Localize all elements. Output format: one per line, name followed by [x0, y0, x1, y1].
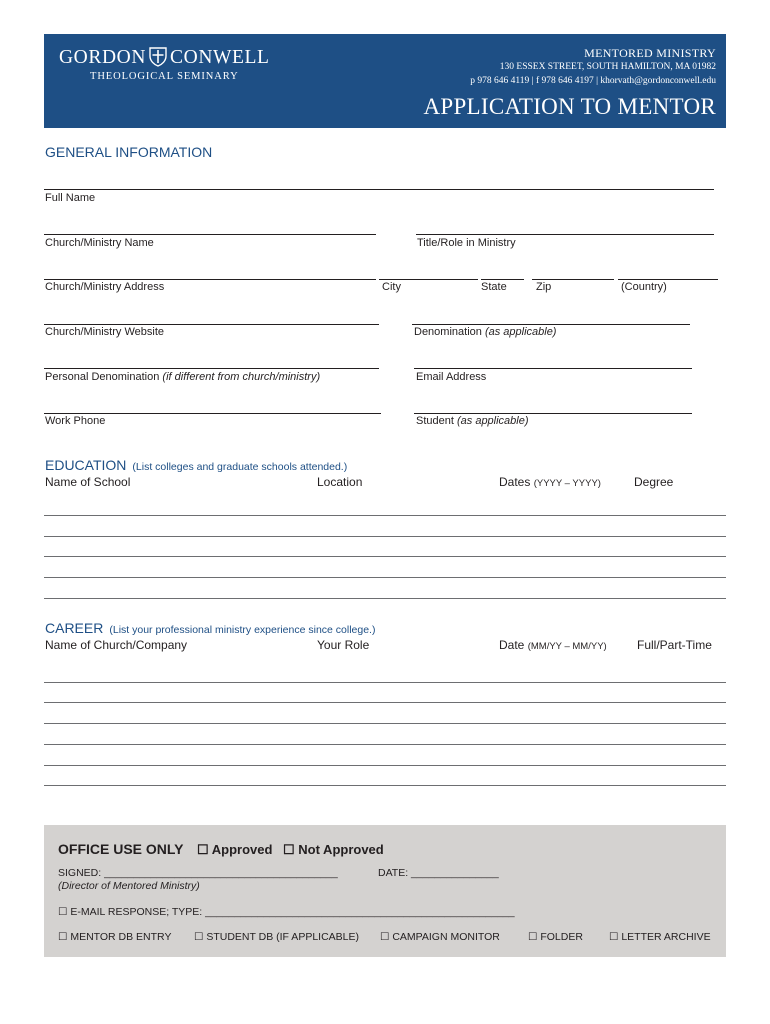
- general-section-title: GENERAL INFORMATION: [45, 144, 213, 160]
- student-db-checkbox[interactable]: ☐ STUDENT DB (IF APPLICABLE): [194, 931, 360, 943]
- full-name-field[interactable]: [44, 189, 714, 190]
- work-phone-label: Work Phone: [45, 415, 106, 427]
- church-name-field[interactable]: [44, 234, 376, 235]
- career-row-line[interactable]: [44, 785, 726, 786]
- church-name-label: Church/Ministry Name: [45, 237, 154, 249]
- country-label: (Country): [621, 281, 667, 293]
- mentor-db-checkbox[interactable]: ☐ MENTOR DB ENTRY: [58, 931, 172, 943]
- zip-field[interactable]: [532, 279, 614, 280]
- education-col-degree: Degree: [634, 475, 674, 489]
- church-address-label: Church/Ministry Address: [45, 281, 165, 293]
- director-label: (Director of Mentored Ministry): [58, 880, 200, 892]
- state-label: State: [481, 281, 507, 293]
- career-row-line[interactable]: [44, 723, 726, 724]
- campaign-monitor-checkbox[interactable]: ☐ CAMPAIGN MONITOR: [380, 931, 500, 943]
- work-phone-field[interactable]: [44, 413, 381, 414]
- education-col-school: Name of School: [45, 475, 131, 489]
- logo-word-left: GORDON: [59, 47, 147, 68]
- header-banner: [44, 34, 726, 128]
- career-col-role: Your Role: [317, 638, 370, 652]
- student-label: Student (as applicable): [416, 415, 529, 427]
- education-row-line[interactable]: [44, 515, 726, 516]
- education-row-line[interactable]: [44, 556, 726, 557]
- not-approved-checkbox[interactable]: ☐ Not Approved: [283, 842, 384, 857]
- logo-word-right: CONWELL: [170, 47, 270, 68]
- state-field[interactable]: [481, 279, 524, 280]
- email-field[interactable]: [414, 368, 692, 369]
- education-row-line[interactable]: [44, 536, 726, 537]
- career-section-title: CAREER (List your professional ministry experience since college.): [45, 620, 376, 636]
- education-col-location: Location: [317, 475, 363, 489]
- city-label: City: [382, 281, 401, 293]
- career-row-line[interactable]: [44, 744, 726, 745]
- department-address: 130 ESSEX STREET, SOUTH HAMILTON, MA 01982: [499, 62, 716, 72]
- website-label: Church/Ministry Website: [45, 326, 164, 338]
- education-col-dates: Dates (YYYY – YYYY): [499, 475, 601, 489]
- folder-checkbox[interactable]: ☐ FOLDER: [528, 931, 583, 943]
- email-label: Email Address: [416, 371, 487, 383]
- country-field[interactable]: [618, 279, 718, 280]
- department-contact: p 978 646 4119 | f 978 646 4197 | khorvath@gordonconwell.edu: [470, 76, 716, 86]
- date-field[interactable]: DATE: _______________: [378, 867, 499, 879]
- church-address-field[interactable]: [44, 279, 376, 280]
- title-role-field[interactable]: [416, 234, 714, 235]
- career-row-line[interactable]: [44, 702, 726, 703]
- personal-denomination-field[interactable]: [44, 368, 379, 369]
- office-use-panel: [44, 825, 726, 957]
- office-use-title: OFFICE USE ONLY: [58, 841, 184, 857]
- education-row-line[interactable]: [44, 577, 726, 578]
- title-role-label: Title/Role in Ministry: [417, 237, 516, 249]
- approved-checkbox[interactable]: ☐ Approved: [197, 842, 273, 857]
- letter-archive-checkbox[interactable]: ☐ LETTER ARCHIVE: [609, 931, 711, 943]
- email-response-checkbox[interactable]: ☐ E-MAIL RESPONSE; TYPE: _____________________________________________________: [58, 906, 515, 918]
- denomination-label: Denomination (as applicable): [414, 326, 557, 338]
- website-field[interactable]: [44, 324, 379, 325]
- personal-denomination-label: Personal Denomination (if different from church/ministry): [45, 371, 321, 383]
- signed-field[interactable]: SIGNED: ________________________________________: [58, 867, 338, 879]
- zip-label: Zip: [536, 281, 552, 293]
- career-col-type: Full/Part-Time: [637, 638, 712, 652]
- education-row-line[interactable]: [44, 598, 726, 599]
- career-row-line[interactable]: [44, 765, 726, 766]
- full-name-label: Full Name: [45, 192, 96, 204]
- career-row-line[interactable]: [44, 682, 726, 683]
- career-col-date: Date (MM/YY – MM/YY): [499, 638, 607, 652]
- career-col-church: Name of Church/Company: [45, 638, 188, 652]
- seminary-logo: [59, 47, 270, 73]
- education-section-title: EDUCATION (List colleges and graduate schools attended.): [45, 457, 348, 473]
- crest-icon: [149, 47, 167, 73]
- denomination-field[interactable]: [412, 324, 690, 325]
- city-field[interactable]: [379, 279, 478, 280]
- form-title: APPLICATION TO MENTOR: [423, 94, 716, 119]
- student-field[interactable]: [414, 413, 692, 414]
- department-name: MENTORED MINISTRY: [584, 46, 716, 60]
- logo-subtitle: THEOLOGICAL SEMINARY: [90, 71, 239, 82]
